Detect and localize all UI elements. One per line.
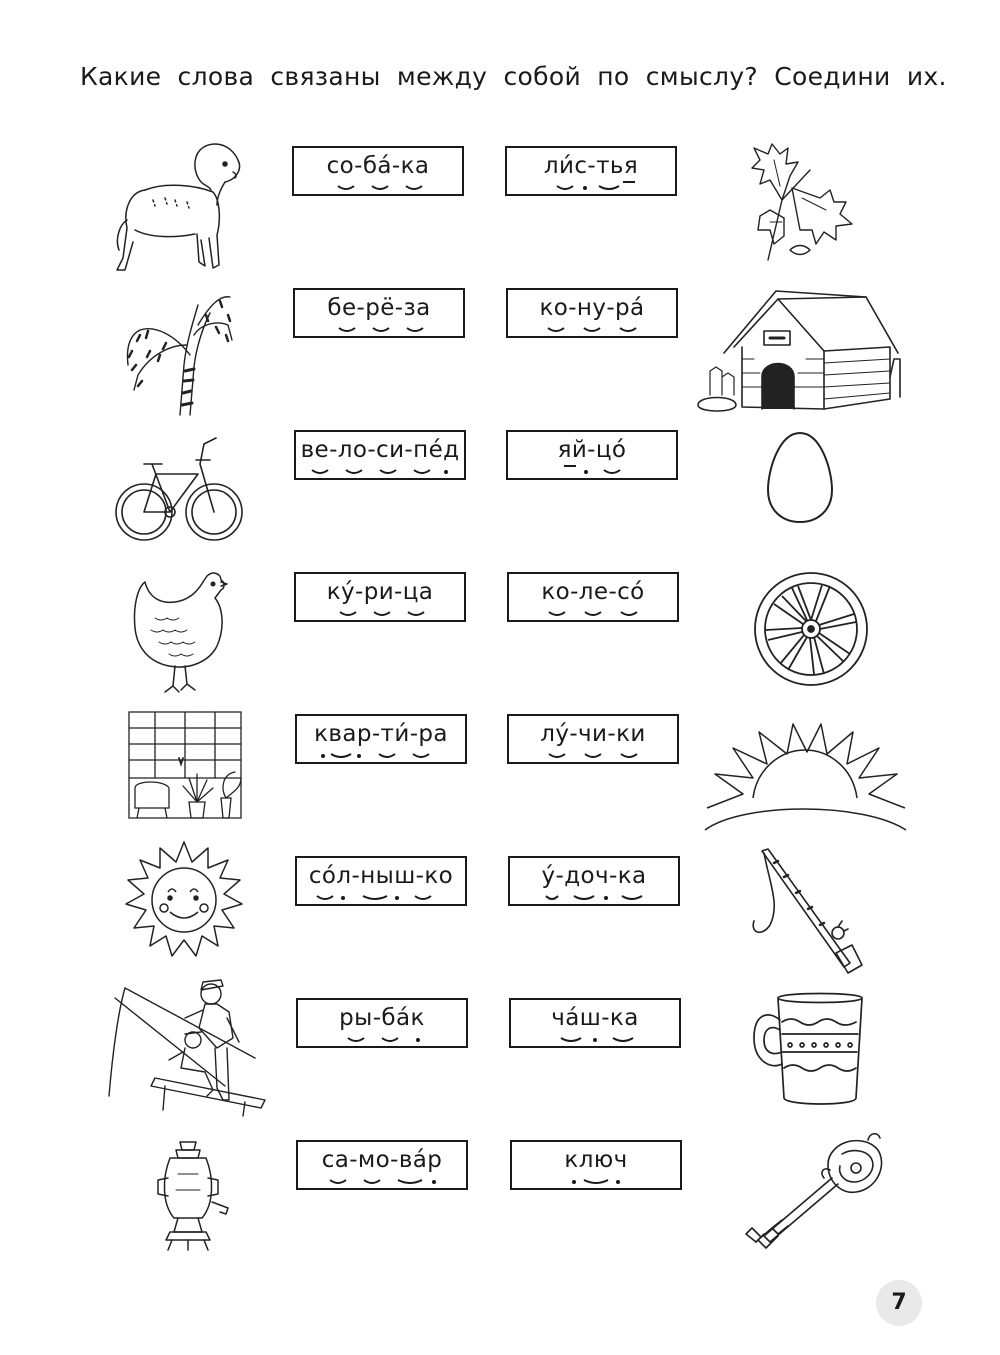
left-word-text: ры-ба́к [339,1005,425,1031]
sunrise-rays-icon[interactable] [703,722,908,834]
right-word-box[interactable] [506,430,678,480]
right-word-text: ко-ле-со́ [541,579,645,605]
syllable-marks [294,148,466,198]
right-word-text: лу́-чи-ки [540,721,646,747]
right-word-box[interactable] [506,288,678,338]
samovar-icon[interactable] [148,1138,238,1258]
left-word-box[interactable] [296,998,468,1048]
right-word-box[interactable] [505,146,677,196]
right-word-text: у́-доч-ка [541,863,647,889]
syllable-marks [509,574,681,624]
left-word-text: ве-ло-си-пе́д [300,437,460,463]
right-word-box[interactable] [507,714,679,764]
left-word-box[interactable] [294,430,466,480]
dog-icon[interactable] [105,130,250,280]
syllable-marks [512,1142,684,1192]
syllable-marks [297,858,469,908]
fishing-rod-icon[interactable] [740,845,865,975]
syllable-marks [296,574,468,624]
left-word-box[interactable] [295,856,467,906]
apartment-room-icon[interactable] [125,708,245,823]
right-word-box[interactable] [507,572,679,622]
left-word-box[interactable] [293,288,465,338]
page-title: Какие слова связаны между собой по смыслу? Соедини их. [80,62,947,91]
syllable-marks [296,432,468,482]
right-word-text: ли́с-тья [543,153,639,179]
smiling-sun-icon[interactable] [122,838,246,962]
left-word-text: квар-ти́-ра [314,721,448,747]
syllable-marks [298,1142,470,1192]
right-word-box[interactable] [508,856,680,906]
wheel-icon[interactable] [752,570,870,688]
right-word-text: ча́ш-ка [551,1005,639,1031]
right-word-text: ключ [564,1147,628,1173]
page-number: 7 [876,1280,922,1326]
birch-tree-icon[interactable] [120,285,235,420]
left-word-text: со́л-ныш-ко [308,863,454,889]
left-word-text: са-мо-ва́р [321,1147,443,1173]
syllable-marks [508,290,680,340]
maple-leaves-icon[interactable] [730,140,860,270]
syllable-marks [507,148,679,198]
left-word-text: со-ба́-ка [326,153,430,179]
fishermen-icon[interactable] [105,968,270,1118]
egg-icon[interactable] [765,430,835,525]
syllable-marks [510,858,682,908]
syllable-marks [508,432,680,482]
doghouse-icon[interactable] [694,287,909,415]
left-word-text: ку́-ри-ца [326,579,434,605]
syllable-marks [509,716,681,766]
syllable-marks [295,290,467,340]
bicycle-icon[interactable] [112,430,247,552]
left-word-box[interactable] [294,572,466,622]
right-word-box[interactable] [510,1140,682,1190]
left-word-box[interactable] [296,1140,468,1190]
right-word-text: яй-цо́ [557,437,627,463]
hen-icon[interactable] [125,568,235,696]
syllable-marks [298,1000,470,1050]
right-word-text: ко-ну-ра́ [539,295,645,321]
left-word-box[interactable] [292,146,464,196]
left-word-box[interactable] [295,714,467,764]
key-icon[interactable] [742,1130,887,1255]
syllable-marks [297,716,469,766]
syllable-marks [511,1000,683,1050]
cup-icon[interactable] [752,990,867,1108]
left-word-text: бе-рё-за [327,295,431,321]
right-word-box[interactable] [509,998,681,1048]
